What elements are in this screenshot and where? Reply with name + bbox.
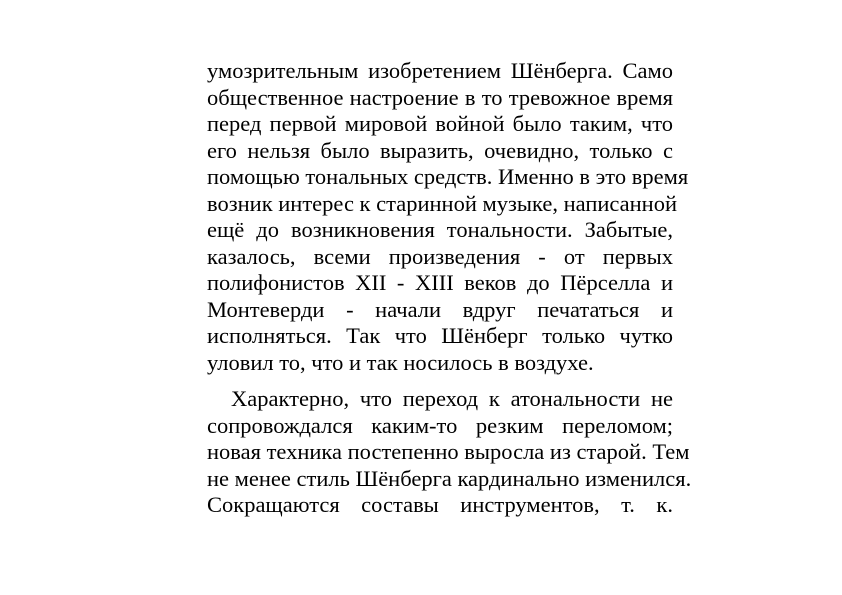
text-line: перед первой мировой войной было таким, что [207,111,673,136]
text-line: помощью тональных средств. Именно в это время [207,164,689,189]
text-line: возник интерес к старинной музыке, написанной [207,190,678,216]
text-line: умозрительным изобретением Шёнберга. Само [207,58,673,83]
paragraph-spacer [207,376,673,386]
text-block [207,58,692,519]
text-line: полифонистов XII - XIII веков до Пёрселла и [207,270,673,295]
text-line: сопровождался каким-то резким переломом; [207,412,673,438]
text-line: общественное настроение в то тревожное время [207,84,673,110]
text-line: казалось, всеми произведения - от первых [207,243,673,269]
text-line: его нельзя было выразить, очевидно, только с [207,137,673,163]
text-line: исполняться. Так что Шёнберг только чутко [207,323,673,348]
text-line: не менее стиль Шёнберга кардинально изменился. [207,465,692,491]
paragraph-2 [207,386,692,519]
text-line: ещё до возникновения тональности. Забытые, [207,217,673,242]
text-line: Характерно, что переход к атональности не [231,386,673,411]
paragraph-1 [207,58,689,376]
text-line: уловил то, что и так носилось в воздухе. [207,349,594,375]
text-line: Сокращаются составы инструментов, т. к. [207,492,673,517]
text-line: Монтеверди - начали вдруг печататься и [207,296,673,322]
text-line: новая техника постепенно выросла из старой. Тем [207,439,690,464]
